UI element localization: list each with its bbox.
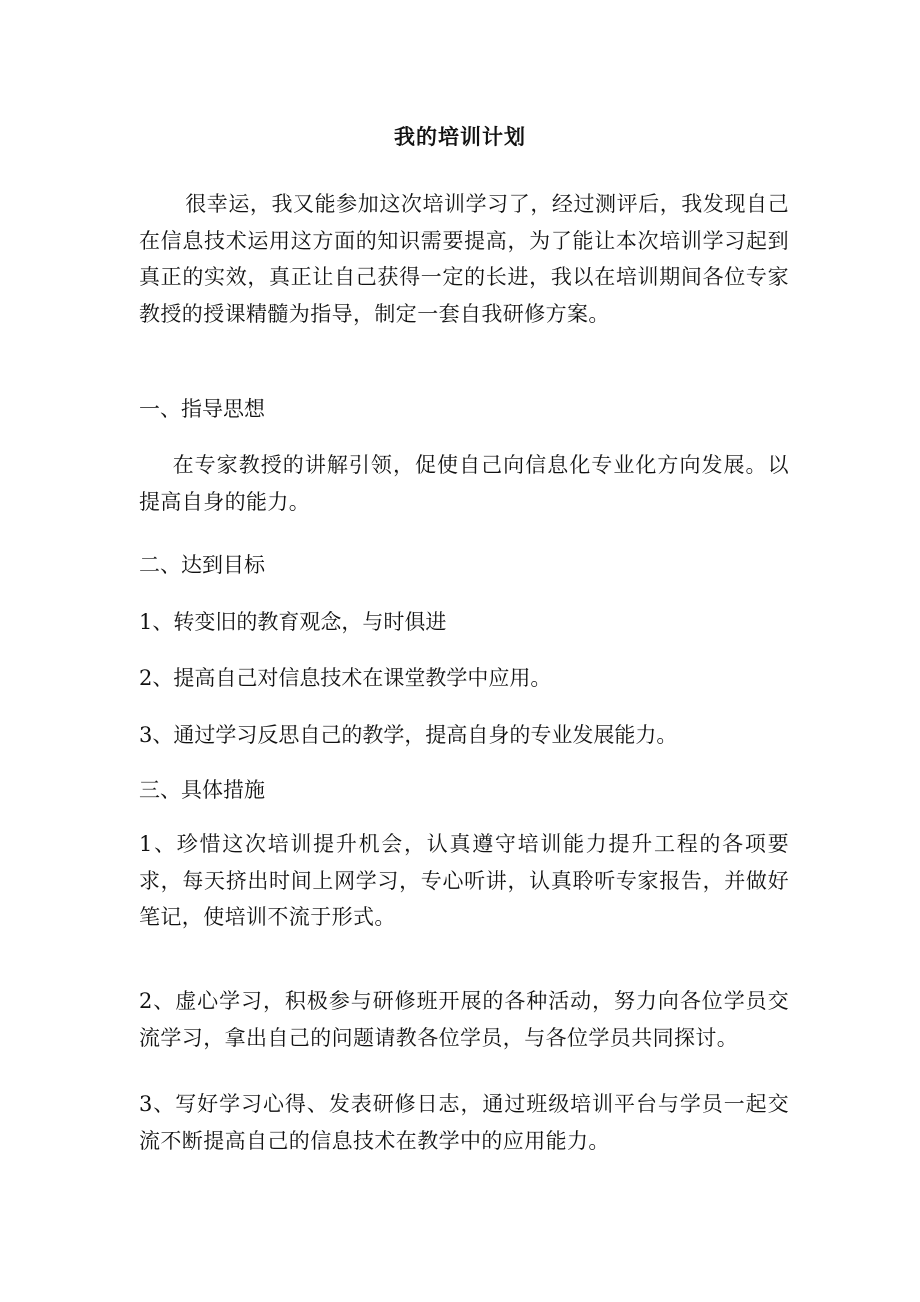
measure-item-1: 1、珍惜这次培训提升机会，认真遵守培训能力提升工程的各项要求，每天挤出时间上网学习，专心听讲，认真聆听专家报告，并做好笔记，使培训不流于形式。	[139, 832, 789, 929]
document-title: 我的培训计划	[394, 124, 526, 149]
measure-item-3: 3、写好学习心得、发表研修日志，通过班级培训平台与学员一起交流不断提高自己的信息技术在教学中的应用能力。	[139, 1092, 789, 1153]
measure-item-2: 2、虚心学习，积极参与研修班开展的各种活动，努力向各位学员交流学习，拿出自己的问题请教各位学员，与各位学员共同探讨。	[139, 989, 789, 1050]
goal-item-1: 1、转变旧的教育观念，与时俱进	[139, 610, 447, 634]
section-heading-measures: 三、具体措施	[139, 778, 265, 802]
section-heading-guiding: 一、指导思想	[139, 397, 265, 421]
section-heading-goals: 二、达到目标	[139, 553, 265, 577]
goal-item-2: 2、提高自己对信息技术在课堂教学中应用。	[139, 666, 552, 690]
intro-paragraph: 很幸运，我又能参加这次培训学习了，经过测评后，我发现自己在信息技术运用这方面的知识需要提高，为了能让本次培训学习起到真正的实效，真正让自己获得一定的长进，我以在培训期间各位专家教授的授课精髓为指导，制定一套自我研修方案。	[139, 192, 789, 326]
goal-item-3: 3、通过学习反思自己的教学，提高自身的专业发展能力。	[139, 723, 678, 747]
guiding-paragraph: 在专家教授的讲解引领，促使自己向信息化专业化方向发展。以提高自身的能力。	[139, 453, 789, 514]
